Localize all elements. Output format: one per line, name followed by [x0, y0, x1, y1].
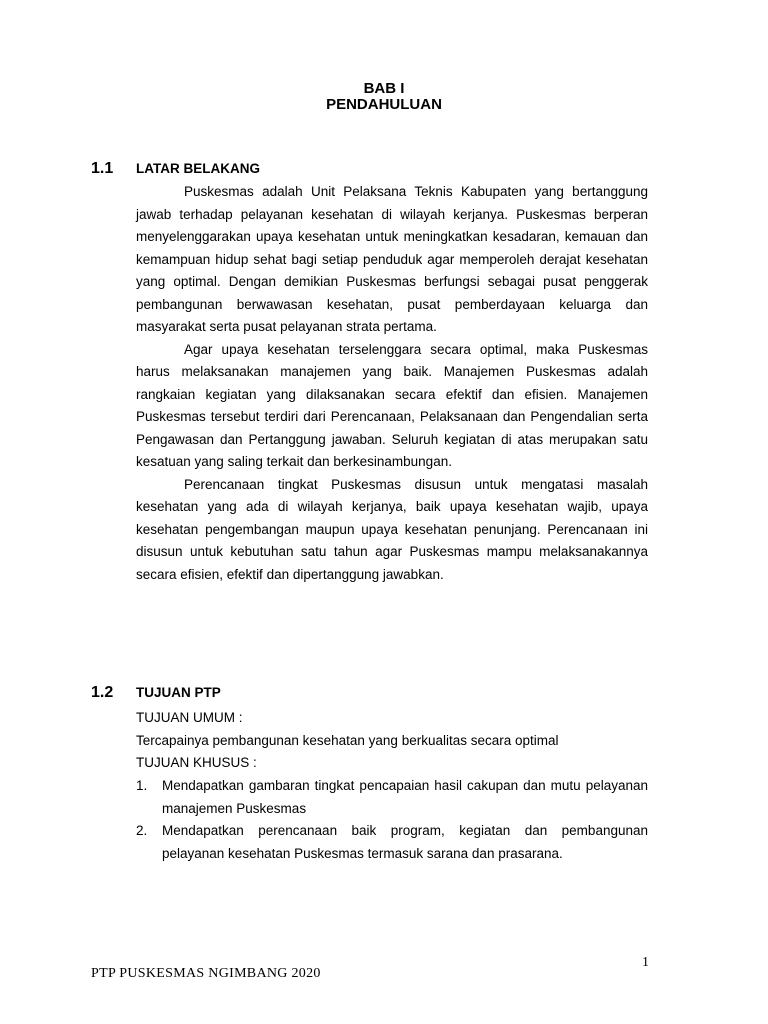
- section-number: 1.1: [91, 160, 114, 177]
- paragraph: Agar upaya kesehatan terselenggara secara optimal, maka Puskesmas harus melaksanakan manajemen yang baik. Manajemen Puskesmas adalah rangkaian kegiatan yang dilaksanakan secara efektif dan efisien. Manajemen Puskesmas tersebut terdiri dari Perencanaan, Pelaksanaan dan Pengendalian serta Pengawasan dan Pertanggung jawaban. Seluruh kegiatan di atas merupakan satu kesatuan yang saling terkait dan berkesinambungan.: [136, 341, 648, 469]
- general-objective-text: Tercapainya pembangunan kesehatan yang berkualitas secara optimal: [136, 733, 559, 748]
- paragraph: Puskesmas adalah Unit Pelaksana Teknis Kabupaten yang bertanggung jawab terhadap pelayanan kesehatan di wilayah kerjanya. Puskesmas berperan menyelenggarakan upaya kesehatan untuk meningkatkan kesadaran, kemauan dan kemampuan hidup sehat bagi setiap penduduk agar memperoleh derajat kesehatan yang optimal. Dengan demikian Puskesmas berfungsi sebagai pusat penggerak pembangunan berwawasan kesehatan, pusat pemberdayaan keluarga dan masyarakat serta pusat pelayanan strata pertama.: [136, 184, 648, 334]
- paragraph: Perencanaan tingkat Puskesmas disusun untuk mengatasi masalah kesehatan yang ada di wilayah kerjanya, baik upaya kesehatan wajib, upaya kesehatan pengembangan maupun upaya kesehatan penunjang. Perencanaan ini disusun untuk kebutuhan satu tahun agar Puskesmas mampu melaksanakannya secara efisien, efektif dan dipertanggung jawabkan.: [136, 476, 648, 582]
- list-item-text: Mendapatkan gambaran tingkat pencapaian hasil cakupan dan mutu pelayanan manajemen Puskesmas: [162, 778, 648, 816]
- list-item: [136, 820, 648, 865]
- list-item-text: Mendapatkan perencanaan baik program, kegiatan dan pembangunan pelayanan kesehatan Puskesmas termasuk sarana dan prasarana.: [162, 823, 648, 861]
- background-body: [136, 181, 648, 586]
- section-title: TUJUAN PTP: [136, 685, 221, 700]
- general-objective-label: TUJUAN UMUM :: [136, 710, 243, 725]
- list-item: [136, 775, 648, 820]
- specific-objective-label: TUJUAN KHUSUS :: [136, 755, 257, 770]
- page-footer: PTP PUSKESMAS NGIMBANG 2020: [91, 966, 321, 981]
- list-item-number: 2.: [136, 823, 148, 838]
- chapter-title: PENDAHULUAN: [326, 96, 442, 113]
- section-title: LATAR BELAKANG: [136, 161, 260, 176]
- section-number: 1.2: [91, 684, 114, 701]
- list-item-number: 1.: [136, 778, 148, 793]
- page-number: 1: [642, 955, 649, 970]
- chapter-label: BAB I: [363, 80, 405, 97]
- specific-objective-list: [136, 775, 648, 865]
